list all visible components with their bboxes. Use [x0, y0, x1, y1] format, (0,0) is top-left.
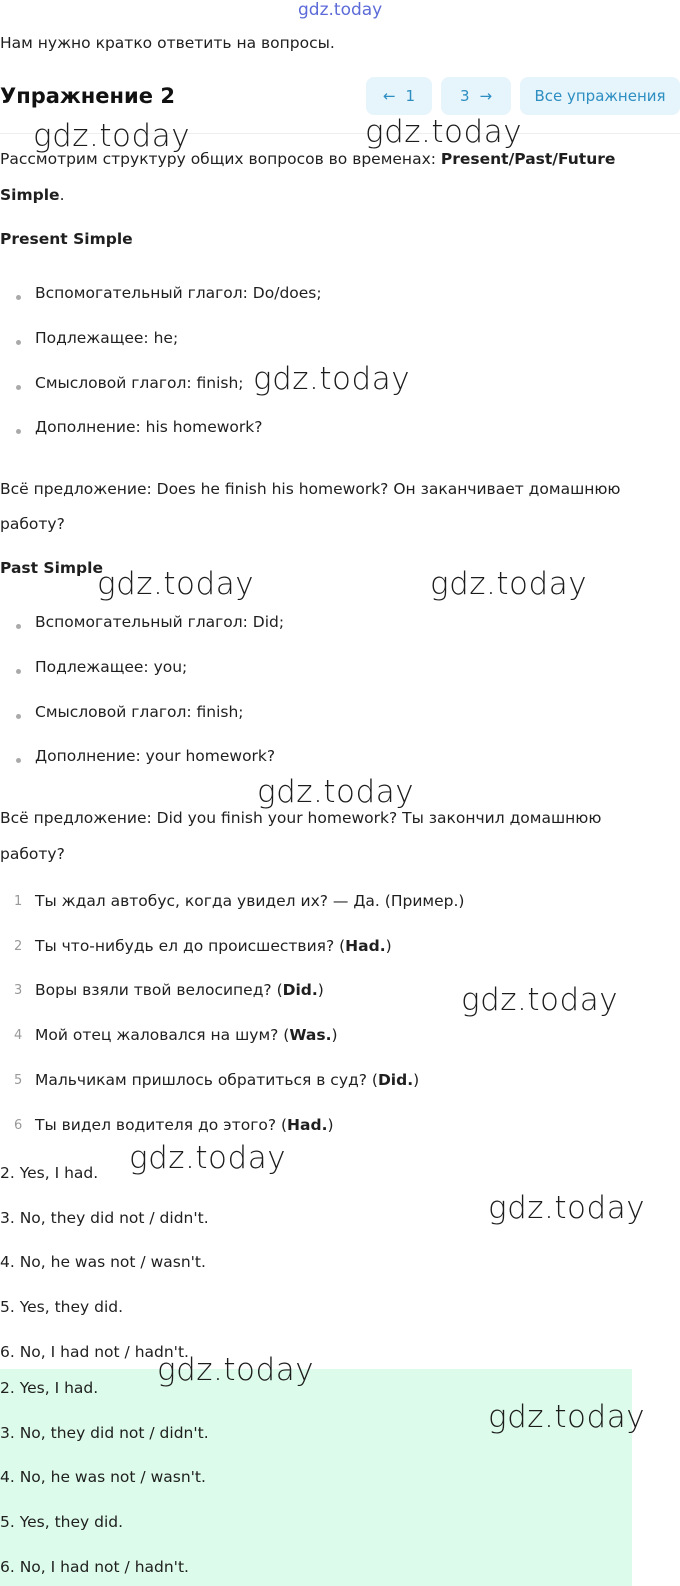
- question-answer-word: Did.: [282, 981, 318, 999]
- intro-text: Нам нужно кратко ответить на вопросы.: [0, 34, 335, 52]
- bullet-icon: [16, 429, 21, 434]
- past-heading: [0, 559, 103, 577]
- question-text: Воры взяли твой велосипед? (: [35, 981, 283, 999]
- list-item: Дополнение: his homework?: [35, 418, 263, 436]
- page-title: Упражнение 2: [0, 84, 175, 108]
- present-sentence: Всё предложение: Does he finish his homework? Он заканчивает домашнюю: [0, 480, 621, 498]
- watermark: gdz.today: [488, 1190, 646, 1226]
- answer-highlight-line: 6. No, I had not / hadn't.: [0, 1558, 189, 1576]
- present-heading: [0, 230, 133, 248]
- answer-highlight-line: 4. No, he was not / wasn't.: [0, 1468, 206, 1486]
- structure-tenses: Present/Past/Future: [440, 150, 616, 168]
- question-item: Ты что-нибудь ел до происшествия? (Had.): [35, 937, 392, 955]
- watermark: gdz.today: [488, 1399, 646, 1435]
- answer-highlight-line: 3. No, they did not / didn't.: [0, 1424, 209, 1442]
- question-answer-word: Had.: [287, 1116, 328, 1134]
- arrow-right-icon: →: [479, 87, 493, 105]
- watermark: gdz.today: [33, 118, 191, 154]
- prev-exercise-button[interactable]: [366, 77, 432, 115]
- question-text: Ты что-нибудь ел до происшествия? (: [35, 937, 346, 955]
- next-exercise-button[interactable]: [441, 77, 511, 115]
- question-item: Мальчикам пришлось обратиться в суд? (Did.): [35, 1071, 420, 1089]
- bullet-icon: [16, 669, 21, 674]
- question-text: Ты ждал автобус, когда увидел их? — Да. (Пример.): [35, 892, 465, 910]
- structure-period: .: [59, 186, 65, 204]
- answer-line: 5. Yes, they did.: [0, 1298, 124, 1316]
- past-sentence-cont: работу?: [0, 845, 65, 863]
- question-item: Мой отец жаловался на шум? (Was.): [35, 1026, 338, 1044]
- answer-highlight-line: 2. Yes, I had.: [0, 1379, 99, 1397]
- answer-line: 2. Yes, I had.: [0, 1164, 99, 1182]
- question-item: Воры взяли твой велосипед? (Did.): [35, 981, 324, 999]
- answer-highlight-line: 5. Yes, they did.: [0, 1513, 124, 1531]
- structure-lead-cont: [0, 186, 65, 204]
- watermark: gdz.today: [97, 566, 255, 602]
- present-sentence-cont: работу?: [0, 515, 65, 533]
- bullet-icon: [16, 758, 21, 763]
- answer-line: 6. No, I had not / hadn't.: [0, 1343, 189, 1361]
- question-answer-word: Did.: [377, 1071, 414, 1089]
- next-exercise-label: 3: [459, 87, 470, 105]
- bullet-icon: [16, 295, 21, 300]
- list-item: Вспомогательный глагол: Do/does;: [35, 284, 322, 302]
- question-number: 2: [14, 939, 23, 954]
- question-number: 4: [14, 1028, 23, 1043]
- bullet-icon: [16, 714, 21, 719]
- bullet-icon: [16, 385, 21, 390]
- watermark: gdz.today: [461, 982, 619, 1018]
- list-item: Подлежащее: you;: [35, 658, 188, 676]
- answer-line: 4. No, he was not / wasn't.: [0, 1253, 206, 1271]
- present-heading-text: Present Simple: [0, 230, 133, 248]
- watermark: gdz.today: [129, 1140, 287, 1176]
- question-text: Мальчикам пришлось обратиться в суд? (: [35, 1071, 378, 1089]
- question-answer-word: Had.: [345, 937, 386, 955]
- question-number: 5: [14, 1073, 23, 1088]
- watermark: gdz.today: [257, 774, 415, 810]
- list-item: Дополнение: your homework?: [35, 747, 276, 765]
- question-text: Ты видел водителя до этого? (: [35, 1116, 288, 1134]
- question-number: 6: [14, 1118, 23, 1133]
- past-heading-text: Past Simple: [0, 559, 103, 577]
- all-exercises-label: Все упражнения: [534, 87, 666, 105]
- all-exercises-button[interactable]: [520, 77, 680, 115]
- prev-exercise-label: 1: [405, 87, 416, 105]
- answer-line: 3. No, they did not / didn't.: [0, 1209, 209, 1227]
- question-text: Мой отец жаловался на шум? (: [35, 1026, 290, 1044]
- question-item: [35, 892, 464, 910]
- bullet-icon: [16, 624, 21, 629]
- watermark-top: gdz.today: [298, 0, 383, 20]
- structure-simple: Simple: [0, 186, 60, 204]
- arrow-left-icon: ←: [382, 87, 396, 105]
- list-item: Вспомогательный глагол: Did;: [35, 613, 285, 631]
- watermark: gdz.today: [430, 566, 588, 602]
- question-number: 1: [14, 894, 23, 909]
- bullet-icon: [16, 340, 21, 345]
- structure-lead-text: Рассмотрим структуру общих вопросов во временах:: [0, 150, 441, 168]
- list-item: Смысловой глагол: finish;: [35, 703, 244, 721]
- watermark: gdz.today: [253, 361, 411, 397]
- past-sentence: Всё предложение: Did you finish your homework? Ты закончил домашнюю: [0, 809, 602, 827]
- question-item: Ты видел водителя до этого? (Had.): [35, 1116, 334, 1134]
- list-item: Смысловой глагол: finish;: [35, 374, 244, 392]
- watermark: gdz.today: [157, 1352, 315, 1388]
- watermark: gdz.today: [365, 114, 523, 150]
- question-answer-word: Was.: [289, 1026, 332, 1044]
- list-item: Подлежащее: he;: [35, 329, 179, 347]
- question-number: 3: [14, 983, 23, 998]
